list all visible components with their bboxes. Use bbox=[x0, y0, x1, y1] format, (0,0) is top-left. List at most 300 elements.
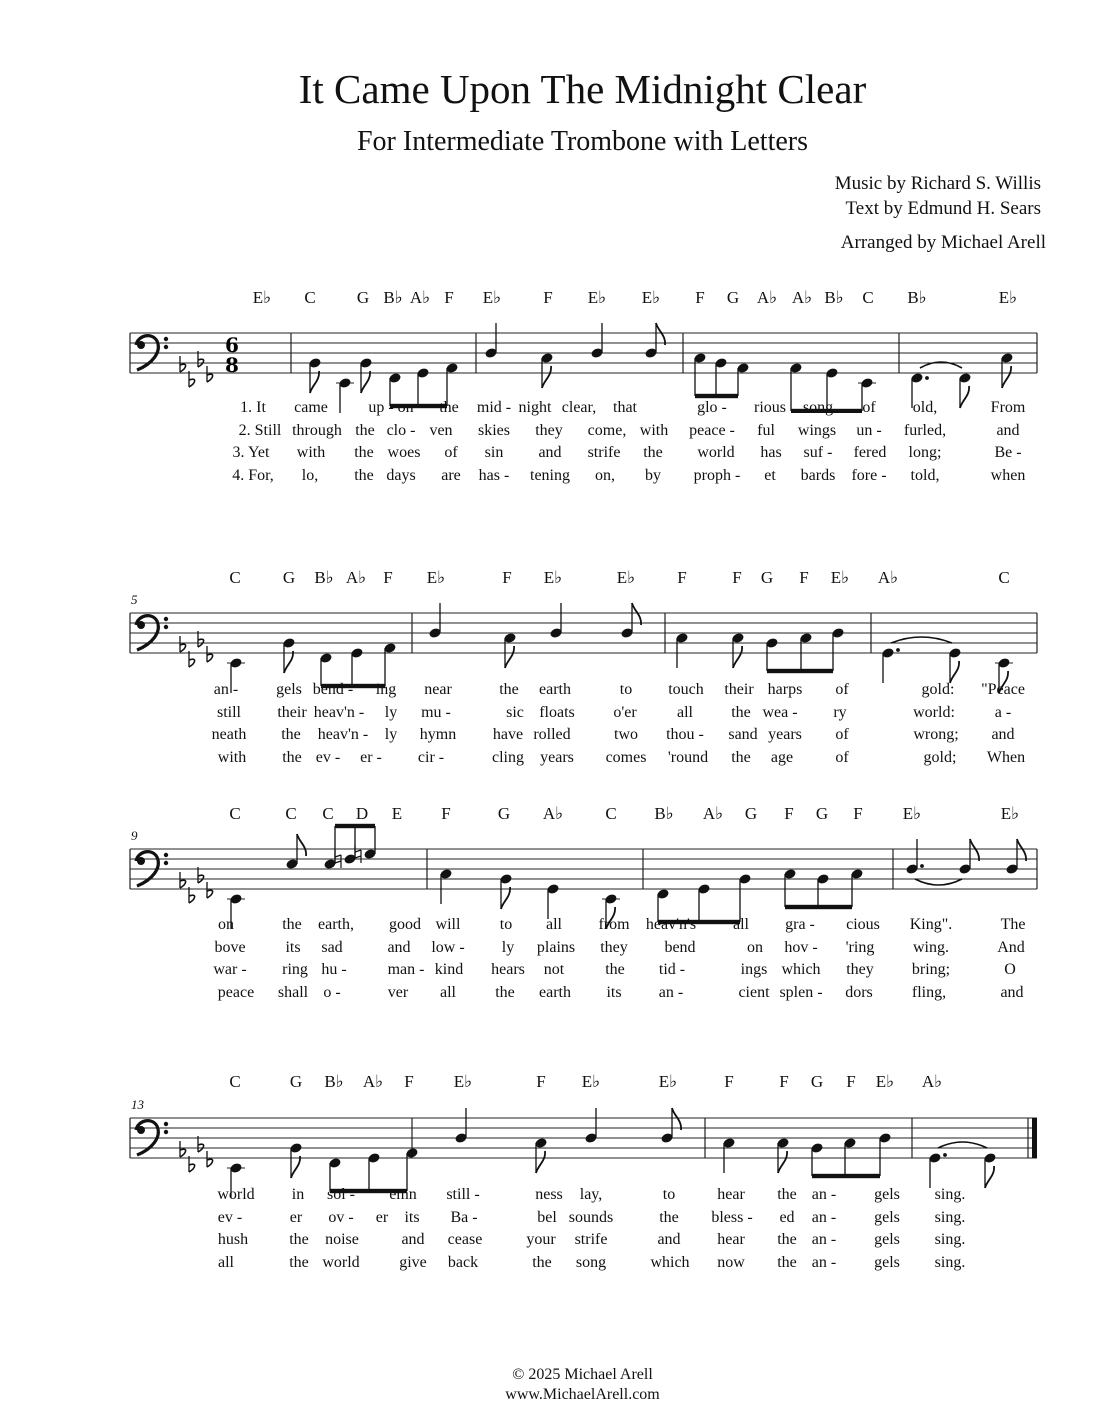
note-letter: F bbox=[853, 804, 863, 823]
lyric-syllable: ed bbox=[779, 1208, 795, 1226]
lyric-syllable: an - bbox=[811, 1253, 837, 1271]
lyric-syllable: not bbox=[543, 961, 565, 978]
lyric-syllable: all bbox=[218, 1253, 234, 1271]
lyric-syllable: touch bbox=[668, 681, 704, 698]
lyric-syllable: bring; bbox=[911, 961, 951, 978]
lyric-syllable: your bbox=[526, 1231, 556, 1248]
lyric-syllable: its bbox=[606, 983, 622, 1001]
note-letter: F bbox=[799, 568, 809, 587]
note-letter: E♭ bbox=[252, 288, 272, 307]
lyric-syllable: O bbox=[1004, 961, 1016, 978]
augmentation-dot bbox=[925, 376, 929, 380]
note bbox=[499, 873, 513, 909]
lyric-syllable: old, bbox=[912, 399, 938, 416]
lyric-syllable: their bbox=[277, 703, 307, 721]
lyric-syllable: from bbox=[598, 916, 630, 933]
augmentation-dot bbox=[943, 1153, 947, 1157]
lyric-syllable: ev - bbox=[217, 1208, 243, 1226]
augmentation-dot bbox=[920, 864, 924, 868]
lyric-syllable: emn bbox=[389, 1186, 417, 1203]
lyric-syllable: bend bbox=[664, 938, 696, 956]
lyric-syllable: 1. It bbox=[240, 399, 266, 416]
copyright-notice: © 2025 Michael Arell bbox=[512, 1366, 653, 1383]
note bbox=[335, 826, 357, 868]
lyric-syllable: sing. bbox=[934, 1253, 966, 1271]
note bbox=[549, 603, 563, 639]
note-letter: E♭ bbox=[830, 568, 850, 587]
note bbox=[534, 1137, 548, 1173]
lyric-syllable: on bbox=[747, 938, 763, 956]
lyric-syllable: of bbox=[835, 726, 849, 743]
lyric-syllable: plains bbox=[536, 938, 576, 956]
lyric-syllable: the bbox=[499, 681, 519, 698]
lyric-syllable: From bbox=[990, 399, 1026, 416]
note bbox=[285, 834, 306, 870]
lyric-syllable: "Peace bbox=[981, 681, 1025, 698]
lyric-syllable: earth bbox=[539, 983, 571, 1001]
note-letter: F bbox=[444, 288, 454, 307]
lyric-syllable: up - on bbox=[368, 399, 414, 416]
lyric-syllable: and bbox=[1000, 983, 1024, 1001]
lyric-syllable: an - bbox=[658, 983, 684, 1001]
lyric-syllable: cling bbox=[492, 748, 524, 766]
lyric-syllable: ness bbox=[535, 1186, 563, 1203]
note bbox=[722, 1137, 736, 1173]
lyric-syllable: thou - bbox=[666, 726, 704, 743]
composer-credit: Music by Richard S. Willis bbox=[834, 173, 1041, 194]
lyric-syllable: their bbox=[724, 681, 754, 698]
note-letter: F bbox=[502, 568, 512, 587]
lyric-syllable: an - bbox=[213, 681, 239, 698]
lyric-syllable: heav'n - bbox=[313, 703, 365, 721]
lyric-syllable: cir - bbox=[417, 748, 445, 766]
lyric-syllable: have bbox=[492, 726, 524, 743]
lyric-syllable: good bbox=[389, 916, 421, 933]
lyric-syllable: with bbox=[639, 421, 669, 439]
lyric-syllable: still bbox=[216, 703, 242, 721]
note-letter: G bbox=[726, 288, 740, 307]
lyric-syllable: by bbox=[645, 466, 661, 484]
lyric-syllable: and bbox=[657, 1231, 681, 1248]
lyric-verse-3 bbox=[0, 1230, 1101, 1252]
lyric-syllable: the bbox=[532, 1253, 552, 1271]
note-letter: F bbox=[404, 1072, 414, 1091]
note bbox=[693, 352, 707, 396]
lyric-syllable: the bbox=[439, 399, 459, 416]
lyric-syllable: they bbox=[600, 938, 628, 956]
lyric-syllable: un - bbox=[856, 421, 882, 439]
lyric-syllable: world: bbox=[913, 703, 955, 721]
lyric-syllable: tening bbox=[530, 466, 570, 484]
note bbox=[660, 1108, 681, 1144]
lyric-syllable: strife bbox=[574, 1231, 608, 1248]
note-letter: F bbox=[695, 288, 705, 307]
lyric-syllable: lay, bbox=[579, 1186, 603, 1203]
lyric-syllable: long; bbox=[908, 444, 942, 461]
note-letter: A♭ bbox=[542, 804, 564, 823]
note bbox=[714, 357, 728, 396]
lyric-syllable: which bbox=[781, 961, 821, 978]
note bbox=[948, 647, 962, 683]
lyric-syllable: age bbox=[770, 748, 794, 766]
lyric-verse-3 bbox=[0, 960, 1101, 982]
lyric-syllable: which bbox=[650, 1253, 690, 1271]
lyric-syllable: its bbox=[285, 938, 301, 956]
lyric-syllable: noise bbox=[325, 1231, 359, 1248]
lyric-syllable: all bbox=[733, 916, 749, 933]
note-letter: G bbox=[760, 568, 774, 587]
augmentation-dot bbox=[896, 648, 900, 652]
note bbox=[1000, 352, 1014, 388]
lyric-syllable: ver bbox=[387, 983, 409, 1001]
note bbox=[958, 839, 979, 875]
lyric-syllable: bel bbox=[537, 1208, 557, 1226]
lyric-syllable: earth bbox=[539, 681, 571, 698]
note-letter: B♭ bbox=[824, 288, 844, 307]
lyric-syllable: 3. Yet bbox=[232, 444, 270, 461]
lyric-verse-2 bbox=[0, 421, 1101, 443]
lyric-syllable: its bbox=[404, 1208, 420, 1226]
lyric-syllable: back bbox=[447, 1253, 479, 1271]
lyric-syllable: sad bbox=[321, 938, 343, 956]
note bbox=[799, 632, 813, 671]
note-letter: A♭ bbox=[409, 288, 431, 307]
lyric-syllable: world bbox=[697, 444, 735, 461]
measure-number: 13 bbox=[131, 1097, 144, 1112]
note-letter: B♭ bbox=[654, 804, 674, 823]
note-letter: E♭ bbox=[426, 568, 446, 587]
lyric-syllable: the bbox=[495, 983, 515, 1001]
note-letter: F bbox=[779, 1072, 789, 1091]
lyric-verse-1 bbox=[0, 1185, 1101, 1207]
lyric-syllable: proph - bbox=[693, 466, 741, 484]
measure-number: 5 bbox=[131, 592, 138, 607]
lyric-syllable: gels bbox=[874, 1231, 900, 1248]
note-letter: E♭ bbox=[641, 288, 661, 307]
note bbox=[765, 637, 779, 671]
lyric-syllable: 'ring bbox=[845, 938, 875, 956]
lyric-syllable: tid - bbox=[658, 961, 686, 978]
key-signature-flats bbox=[180, 351, 213, 387]
lyric-syllable: the bbox=[605, 961, 625, 978]
note bbox=[905, 839, 924, 875]
lyric-syllable: all bbox=[677, 703, 693, 721]
lyric-syllable: peace bbox=[217, 983, 255, 1001]
lyric-syllable: days bbox=[386, 466, 416, 484]
lyric-syllable: they bbox=[846, 961, 874, 978]
note-letter: C bbox=[322, 804, 334, 823]
lyric-syllable: on bbox=[218, 916, 234, 933]
lyric-syllable: give bbox=[399, 1253, 427, 1271]
note-letter: G bbox=[497, 804, 511, 823]
lyric-syllable: years bbox=[768, 726, 802, 743]
note-letter: A♭ bbox=[362, 1072, 384, 1091]
lyric-syllable: of bbox=[835, 748, 849, 766]
note-letter: F bbox=[441, 804, 451, 823]
lyric-verse-3 bbox=[0, 443, 1101, 465]
lyric-syllable: ev - bbox=[315, 748, 341, 766]
beam bbox=[812, 1174, 880, 1178]
lyric-syllable: came bbox=[294, 399, 328, 416]
lyric-syllable: all bbox=[546, 916, 562, 933]
lyricist-credit: Text by Edmund H. Sears bbox=[845, 198, 1041, 219]
lyric-syllable: all bbox=[440, 983, 456, 1001]
lyric-syllable: sand bbox=[728, 726, 758, 743]
note-letter: E♭ bbox=[1000, 804, 1020, 823]
lyric-syllable: The bbox=[1000, 916, 1026, 933]
note bbox=[810, 1142, 824, 1176]
note bbox=[843, 1137, 857, 1176]
lyric-syllable: 'round bbox=[667, 748, 709, 766]
lyric-syllable: told, bbox=[910, 466, 940, 484]
lyric-syllable: peace - bbox=[689, 421, 735, 439]
svg-text:8: 8 bbox=[225, 353, 239, 377]
lyric-verse-2 bbox=[0, 1208, 1101, 1230]
lyric-syllable: the bbox=[354, 444, 374, 461]
lyric-syllable: woes bbox=[387, 444, 421, 461]
lyric-syllable: the bbox=[281, 726, 301, 743]
lyric-syllable: furled, bbox=[903, 421, 947, 439]
bass-staff bbox=[0, 583, 1101, 693]
svg-text:6: 6 bbox=[225, 333, 239, 357]
lyric-syllable: When bbox=[986, 748, 1026, 766]
note-letter: A♭ bbox=[877, 568, 899, 587]
note-letter: C bbox=[229, 568, 241, 587]
lyric-syllable: gold; bbox=[923, 748, 957, 766]
lyric-syllable: heav'n - bbox=[317, 726, 369, 743]
note bbox=[736, 362, 750, 396]
lyric-verse-2 bbox=[0, 703, 1101, 725]
lyric-syllable: to bbox=[662, 1186, 676, 1203]
lyric-syllable: the bbox=[282, 748, 302, 766]
lyric-syllable: the bbox=[777, 1186, 797, 1203]
note bbox=[1005, 839, 1026, 875]
lyric-syllable: ings bbox=[740, 961, 768, 978]
note-letter: F bbox=[784, 804, 794, 823]
note-letter: G bbox=[289, 1072, 303, 1091]
lyric-syllable: the bbox=[289, 1231, 309, 1248]
note bbox=[881, 647, 900, 683]
note bbox=[282, 637, 296, 673]
lyric-syllable: gels bbox=[874, 1186, 900, 1203]
lyric-syllable: bless - bbox=[711, 1208, 753, 1226]
note-letter: F bbox=[536, 1072, 546, 1091]
note bbox=[355, 826, 377, 863]
lyric-syllable: through bbox=[292, 421, 342, 439]
note bbox=[620, 603, 641, 639]
lyric-syllable: sing. bbox=[934, 1231, 966, 1248]
lyric-syllable: hymn bbox=[419, 726, 457, 743]
lyric-syllable: sounds bbox=[568, 1208, 614, 1226]
page-title: It Came Upon The Midnight Clear bbox=[298, 66, 867, 112]
note-letter: E♭ bbox=[482, 288, 502, 307]
note bbox=[546, 883, 560, 919]
lyric-syllable: bend - bbox=[312, 681, 354, 698]
lyric-syllable: the bbox=[777, 1231, 797, 1248]
lyric-syllable: and bbox=[387, 938, 411, 956]
lyric-syllable: and bbox=[401, 1231, 425, 1248]
lyric-syllable: fore - bbox=[851, 466, 887, 484]
lyric-verse-4 bbox=[0, 466, 1101, 488]
note-letter: G bbox=[356, 288, 370, 307]
lyric-syllable: suf - bbox=[803, 444, 833, 461]
lyric-syllable: an - bbox=[811, 1186, 837, 1203]
lyric-syllable: with bbox=[296, 444, 326, 461]
lyric-syllable: of bbox=[444, 444, 458, 461]
lyric-syllable: Ba - bbox=[450, 1208, 478, 1226]
music-system-1 bbox=[0, 287, 1101, 498]
note-letter: E♭ bbox=[902, 804, 922, 823]
note-letter: G bbox=[815, 804, 829, 823]
note bbox=[983, 1152, 997, 1188]
lyric-syllable: has bbox=[760, 444, 782, 461]
music-system-2 bbox=[0, 567, 1101, 780]
lyric-syllable: war - bbox=[213, 961, 247, 978]
note-letter: E bbox=[391, 804, 403, 823]
lyric-syllable: song bbox=[575, 1253, 607, 1271]
note-letter: C bbox=[862, 288, 874, 307]
lyric-syllable: sing. bbox=[934, 1208, 966, 1226]
note-letter: G bbox=[744, 804, 758, 823]
lyric-syllable: to bbox=[619, 681, 633, 698]
lyric-verse-1 bbox=[0, 398, 1101, 420]
note-letter: E♭ bbox=[875, 1072, 895, 1091]
lyric-syllable: gels bbox=[276, 681, 302, 698]
lyric-syllable: of bbox=[862, 399, 876, 416]
lyric-syllable: 2. Still bbox=[238, 421, 282, 439]
bass-staff bbox=[0, 819, 1101, 929]
lyric-syllable: two bbox=[614, 726, 638, 743]
note-letter: C bbox=[285, 804, 297, 823]
lyric-syllable: and bbox=[538, 444, 562, 461]
lyric-syllable: come, bbox=[587, 421, 627, 439]
key-signature-flats bbox=[180, 1136, 213, 1172]
lyric-syllable: sol - bbox=[327, 1186, 355, 1203]
lyric-syllable: wings bbox=[797, 421, 837, 439]
lyric-syllable: strife bbox=[587, 444, 621, 461]
note bbox=[776, 1137, 790, 1173]
lyric-syllable: hush bbox=[217, 1231, 249, 1248]
lyric-syllable: rolled bbox=[533, 726, 571, 743]
lyric-syllable: earth, bbox=[318, 916, 354, 933]
bass-staff bbox=[0, 1088, 1101, 1198]
key-signature-flats bbox=[180, 867, 213, 903]
lyric-syllable: on, bbox=[595, 466, 615, 484]
lyric-syllable: years bbox=[540, 748, 574, 766]
note bbox=[323, 826, 337, 870]
lyric-syllable: harps bbox=[767, 681, 803, 698]
note-letter: B♭ bbox=[907, 288, 927, 307]
note bbox=[590, 323, 604, 359]
final-barline-thick bbox=[1032, 1118, 1037, 1158]
lyric-syllable: hear bbox=[717, 1186, 745, 1203]
lyric-syllable: ly bbox=[501, 938, 515, 956]
lyric-syllable: wea - bbox=[762, 703, 798, 721]
lyric-verse-1 bbox=[0, 915, 1101, 937]
lyric-syllable: man - bbox=[387, 961, 425, 978]
note bbox=[816, 873, 830, 907]
note-letter: E♭ bbox=[587, 288, 607, 307]
lyric-syllable: neath bbox=[211, 726, 247, 743]
lyric-syllable: near bbox=[424, 681, 452, 698]
lyric-syllable: ing bbox=[375, 681, 397, 698]
note-letter: C bbox=[229, 1072, 241, 1091]
lyric-syllable: ring bbox=[282, 961, 308, 978]
lyric-syllable: hears bbox=[491, 961, 525, 978]
lyric-syllable: they bbox=[535, 421, 563, 439]
lyric-syllable: will bbox=[435, 916, 461, 933]
lyric-syllable: ly bbox=[384, 703, 398, 721]
note-letter: C bbox=[229, 804, 241, 823]
lyric-syllable: are bbox=[441, 466, 461, 484]
note-letter: B♭ bbox=[314, 568, 334, 587]
lyric-syllable: 4. For, bbox=[232, 466, 274, 484]
note bbox=[289, 1142, 303, 1178]
arranger-credit: Arranged by Michael Arell bbox=[840, 232, 1046, 253]
lyric-syllable: gold: bbox=[921, 681, 955, 698]
lyric-syllable: and bbox=[996, 421, 1020, 439]
lyric-syllable: ry bbox=[833, 703, 847, 721]
note bbox=[928, 1152, 947, 1188]
lyric-syllable: et bbox=[764, 466, 776, 484]
note-letter: A♭ bbox=[791, 288, 813, 307]
note-letter: B♭ bbox=[324, 1072, 344, 1091]
note bbox=[428, 603, 442, 639]
note bbox=[503, 632, 517, 668]
note-letter: E♭ bbox=[998, 288, 1018, 307]
lyric-syllable: now bbox=[717, 1253, 745, 1271]
lyric-syllable: the bbox=[354, 466, 374, 484]
lyric-syllable: and bbox=[991, 726, 1015, 743]
note bbox=[831, 627, 845, 671]
lyric-syllable: kind bbox=[434, 961, 464, 978]
website-url: www.MichaelArell.com bbox=[505, 1386, 660, 1403]
lyric-syllable: that bbox=[613, 399, 637, 416]
lyric-syllable: o'er bbox=[613, 703, 637, 721]
lyric-syllable: King". bbox=[909, 916, 953, 933]
note-letter: C bbox=[998, 568, 1010, 587]
note-letter: E♭ bbox=[581, 1072, 601, 1091]
lyric-syllable: cient bbox=[738, 983, 770, 1001]
note-letter: A♭ bbox=[702, 804, 724, 823]
key-signature-flats bbox=[180, 631, 213, 667]
note bbox=[584, 1108, 598, 1144]
note bbox=[308, 357, 322, 393]
lyric-verse-1 bbox=[0, 680, 1101, 702]
tie bbox=[891, 637, 952, 643]
lyric-syllable: comes bbox=[605, 748, 647, 766]
lyric-syllable: cious bbox=[846, 916, 880, 933]
lyric-syllable: And bbox=[997, 938, 1025, 956]
note bbox=[878, 1132, 892, 1176]
lyric-syllable: mu - bbox=[421, 703, 451, 721]
tie bbox=[938, 1142, 987, 1148]
note bbox=[359, 357, 373, 393]
note-letter: E♭ bbox=[658, 1072, 678, 1091]
lyric-syllable: er bbox=[289, 1208, 303, 1226]
tie bbox=[915, 879, 962, 885]
lyric-syllable: sic bbox=[506, 703, 524, 721]
note bbox=[540, 352, 554, 388]
lyric-syllable: a - bbox=[994, 703, 1012, 721]
lyric-syllable: world bbox=[322, 1253, 360, 1271]
lyric-syllable: the bbox=[355, 421, 375, 439]
beam bbox=[767, 669, 833, 673]
lyric-syllable: hear bbox=[717, 1231, 745, 1248]
note bbox=[484, 323, 498, 359]
lyric-syllable: the bbox=[289, 1253, 309, 1271]
lyric-syllable: mid - bbox=[476, 399, 512, 416]
